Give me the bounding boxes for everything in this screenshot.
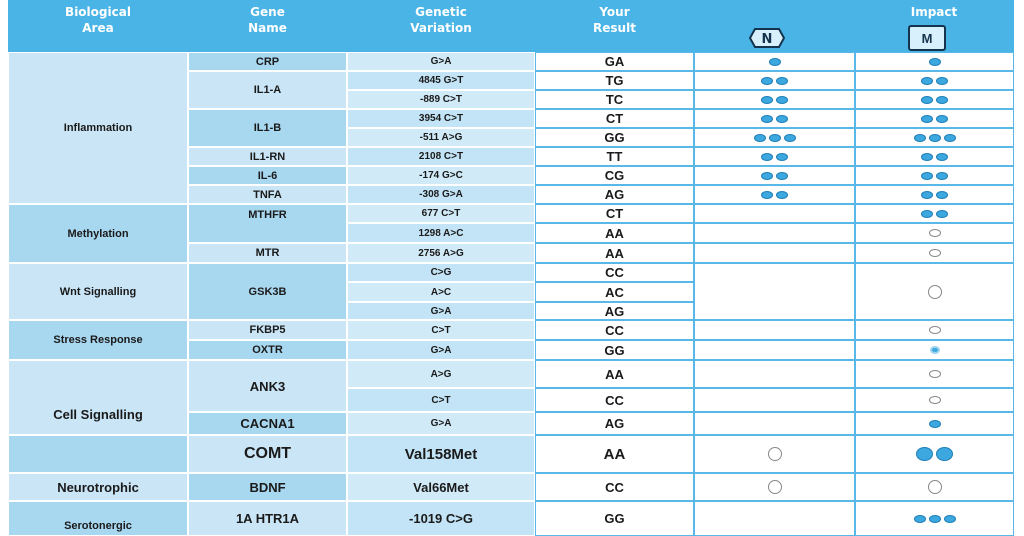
variation-text: -511 A>G <box>419 132 463 143</box>
impact-n-cell <box>694 52 855 71</box>
impact-m-dots <box>929 249 941 257</box>
area-cell <box>8 360 188 435</box>
result-text: GA <box>604 54 625 69</box>
area-label: Stress Response <box>53 334 143 346</box>
impact-m-cell <box>855 473 1014 501</box>
area-cell <box>8 473 188 501</box>
impact-n-dots <box>761 77 788 85</box>
impact-empty-dot-icon <box>929 249 941 257</box>
impact-n-cell <box>694 166 855 185</box>
gene-label: FKBP5 <box>249 324 286 336</box>
impact-m-dots <box>929 420 941 428</box>
gene-label: COMT <box>243 445 292 462</box>
impact-dot-icon <box>936 447 953 461</box>
gene-label: MTR <box>255 247 280 259</box>
header-genetic-variation <box>347 0 535 52</box>
result-cell <box>535 185 694 204</box>
impact-n-cell <box>694 473 855 501</box>
gene-label: OXTR <box>252 344 283 356</box>
variation-cell <box>347 320 535 340</box>
impact-m-cell <box>855 263 1014 320</box>
impact-dot-icon <box>921 153 933 161</box>
area-cell <box>8 501 188 536</box>
impact-m-cell <box>855 243 1014 263</box>
result-text: AG <box>604 416 625 431</box>
impact-n-cell <box>694 90 855 109</box>
gene-cell <box>188 435 347 473</box>
impact-dot-icon <box>776 96 788 104</box>
gene-label: 1A HTR1A <box>235 511 300 526</box>
variation-text: G>A <box>430 418 452 429</box>
result-text: AA <box>605 245 624 261</box>
result-text: TT <box>606 149 623 164</box>
badge-n-label: N <box>761 32 773 47</box>
impact-n-cell <box>694 223 855 243</box>
result-text: CC <box>605 392 624 408</box>
variation-cell <box>347 501 535 536</box>
impact-dot-icon <box>929 134 941 142</box>
variation-text: G>A <box>430 56 452 67</box>
variation-cell <box>347 204 535 223</box>
result-text: AA <box>605 225 624 241</box>
impact-m-dots <box>921 77 948 85</box>
impact-dot-icon <box>921 96 933 104</box>
impact-dot-icon <box>916 447 933 461</box>
impact-n-cell <box>694 128 855 147</box>
variation-text: G>A <box>430 305 452 317</box>
gene-cell <box>188 263 347 320</box>
area-cell <box>8 204 188 263</box>
result-text: GG <box>604 130 625 145</box>
impact-dot-icon <box>944 515 956 523</box>
gene-cell <box>188 166 347 185</box>
variation-text: 3954 C>T <box>418 113 464 124</box>
impact-empty-dot-icon <box>768 480 782 494</box>
header-impact <box>694 0 1014 52</box>
impact-dot-icon <box>784 134 796 142</box>
result-text: CC <box>605 479 624 495</box>
impact-m-cell <box>855 128 1014 147</box>
impact-dot-icon <box>761 191 773 199</box>
impact-m-dots <box>921 191 948 199</box>
impact-n-dots <box>761 96 788 104</box>
variation-text: 2756 A>G <box>418 247 464 259</box>
impact-empty-dot-icon <box>929 396 941 404</box>
variation-cell <box>347 90 535 109</box>
impact-dot-icon <box>929 58 941 66</box>
impact-m-dots <box>928 285 942 299</box>
gene-cell <box>188 204 347 243</box>
variation-cell <box>347 128 535 147</box>
gene-cell <box>188 185 347 204</box>
variation-cell <box>347 71 535 90</box>
impact-m-cell <box>855 147 1014 166</box>
result-text: AA <box>605 366 624 382</box>
impact-n-cell <box>694 109 855 128</box>
impact-empty-dot-icon <box>928 285 942 299</box>
result-text: CT <box>605 111 624 126</box>
impact-m-cell <box>855 223 1014 243</box>
result-cell <box>535 90 694 109</box>
variation-cell <box>347 263 535 282</box>
area-label: Neurotrophic <box>57 479 139 495</box>
result-cell <box>535 147 694 166</box>
variation-text: A>C <box>430 286 452 298</box>
impact-m-dots <box>928 480 942 494</box>
result-cell <box>535 435 694 473</box>
impact-dot-icon <box>936 153 948 161</box>
result-text: TC <box>605 92 624 107</box>
impact-n-dots <box>769 58 781 66</box>
impact-m-cell <box>855 320 1014 340</box>
impact-dot-icon <box>754 134 766 142</box>
impact-n-cell <box>694 71 855 90</box>
impact-dot-icon <box>936 77 948 85</box>
gene-cell <box>188 243 347 263</box>
impact-dot-icon <box>769 134 781 142</box>
variation-cell <box>347 243 535 263</box>
impact-dot-icon <box>936 191 948 199</box>
variation-cell <box>347 340 535 360</box>
variation-cell <box>347 388 535 412</box>
variation-text: -174 G>C <box>419 170 463 181</box>
header-your-result <box>535 0 694 52</box>
header-genetic-variation-text: Genetic Variation <box>410 5 472 35</box>
impact-m-dots <box>929 229 941 237</box>
variation-cell <box>347 282 535 302</box>
gene-cell <box>188 360 347 412</box>
impact-m-cell <box>855 501 1014 536</box>
header-biological-area-text: Biological Area <box>65 5 131 35</box>
impact-dot-icon <box>769 58 781 66</box>
impact-dot-icon <box>944 134 956 142</box>
variation-text: 4845 G>T <box>418 75 464 86</box>
impact-n-cell <box>694 204 855 223</box>
gene-label: IL1-RN <box>249 150 286 163</box>
variation-text: 677 C>T <box>421 208 461 219</box>
area-label: Serotonergic <box>64 520 132 532</box>
impact-target-dot-icon <box>930 346 940 354</box>
impact-empty-dot-icon <box>929 229 941 237</box>
impact-m-dots <box>916 447 953 461</box>
result-cell <box>535 109 694 128</box>
result-text: AG <box>604 303 625 319</box>
impact-dot-icon <box>776 77 788 85</box>
impact-m-cell <box>855 435 1014 473</box>
impact-n-cell <box>694 435 855 473</box>
gene-cell <box>188 412 347 435</box>
gene-label: IL1-B <box>253 122 282 134</box>
impact-dot-icon <box>776 172 788 180</box>
variation-text: A>G <box>430 368 452 380</box>
impact-dot-icon <box>761 77 773 85</box>
impact-m-cell <box>855 185 1014 204</box>
impact-dot-icon <box>929 515 941 523</box>
gene-cell <box>188 320 347 340</box>
result-text: GG <box>604 342 625 358</box>
variation-cell <box>347 147 535 166</box>
header-your-result-text: Your Result <box>593 5 636 35</box>
impact-dot-icon <box>761 96 773 104</box>
result-cell <box>535 52 694 71</box>
gene-label: CRP <box>255 55 280 68</box>
impact-dot-icon <box>936 210 948 218</box>
impact-n-cell <box>694 388 855 412</box>
variation-cell <box>347 109 535 128</box>
impact-dot-icon <box>936 172 948 180</box>
variation-text: C>T <box>431 324 451 336</box>
gene-label: CACNA1 <box>240 416 295 431</box>
gene-label: IL-6 <box>257 169 278 182</box>
variation-text: Val158Met <box>404 445 478 463</box>
area-cell <box>8 263 188 320</box>
result-text: CC <box>605 322 624 338</box>
impact-dot-icon <box>761 115 773 123</box>
variation-cell <box>347 185 535 204</box>
variation-cell <box>347 166 535 185</box>
header-biological-area <box>8 0 188 52</box>
result-cell <box>535 263 694 282</box>
impact-dot-icon <box>921 210 933 218</box>
result-text: AG <box>604 187 625 202</box>
result-cell <box>535 204 694 223</box>
impact-m-dots <box>921 172 948 180</box>
variation-cell <box>347 412 535 435</box>
variation-text: 1298 A>C <box>418 227 464 239</box>
impact-m-cell <box>855 340 1014 360</box>
gene-label: BDNF <box>249 479 286 495</box>
gene-label: MTHFR <box>248 209 287 221</box>
variation-text: -308 G>A <box>419 189 463 200</box>
impact-dot-icon <box>761 172 773 180</box>
result-cell <box>535 223 694 243</box>
result-text: GG <box>604 511 625 526</box>
gene-cell <box>188 340 347 360</box>
gene-cell <box>188 147 347 166</box>
impact-n-dots <box>761 172 788 180</box>
area-cell <box>8 320 188 360</box>
result-cell <box>535 320 694 340</box>
impact-m-dots <box>929 396 941 404</box>
area-label: Wnt Signalling <box>59 285 137 298</box>
impact-empty-dot-icon <box>929 370 941 378</box>
impact-dot-icon <box>921 172 933 180</box>
impact-n-cell <box>694 185 855 204</box>
impact-n-cell <box>694 412 855 435</box>
gene-label: TNFA <box>253 188 282 201</box>
impact-dot-icon <box>921 115 933 123</box>
impact-n-cell <box>694 501 855 536</box>
variation-text: C>G <box>430 267 452 278</box>
variation-text: Val66Met <box>413 479 469 495</box>
result-text: CT <box>605 206 624 221</box>
impact-n-cell <box>694 340 855 360</box>
impact-dot-icon <box>776 191 788 199</box>
impact-m-cell <box>855 204 1014 223</box>
variation-text: -1019 C>G <box>409 511 473 526</box>
result-text: AC <box>605 284 624 300</box>
variation-cell <box>347 360 535 388</box>
impact-n-cell <box>694 147 855 166</box>
variation-text: C>T <box>431 394 451 406</box>
impact-dot-icon <box>921 77 933 85</box>
variation-text: G>A <box>430 344 452 356</box>
area-label: Cell Signalling <box>53 407 143 422</box>
impact-m-cell <box>855 90 1014 109</box>
header-gene-name <box>188 0 347 52</box>
impact-n-dots <box>761 115 788 123</box>
impact-dot-icon <box>914 134 926 142</box>
result-cell <box>535 412 694 435</box>
result-cell <box>535 473 694 501</box>
variation-text: -889 C>T <box>420 94 462 105</box>
result-cell <box>535 501 694 536</box>
impact-m-dots <box>921 96 948 104</box>
impact-m-cell <box>855 412 1014 435</box>
impact-n-dots <box>768 447 782 461</box>
header-impact-text: Impact <box>910 5 958 19</box>
badge-m-label: M <box>921 30 933 46</box>
result-cell <box>535 282 694 302</box>
impact-n-dots <box>761 153 788 161</box>
result-cell <box>535 360 694 388</box>
result-cell <box>535 71 694 90</box>
impact-m-cell <box>855 360 1014 388</box>
result-cell <box>535 166 694 185</box>
variation-cell <box>347 223 535 243</box>
gene-cell <box>188 473 347 501</box>
area-label: Inflammation <box>63 122 133 134</box>
result-text: CC <box>605 265 624 280</box>
impact-m-dots <box>921 115 948 123</box>
result-text: AA <box>603 445 626 463</box>
gene-cell <box>188 501 347 536</box>
result-cell <box>535 302 694 320</box>
impact-m-dots <box>929 326 941 334</box>
impact-dot-icon <box>929 420 941 428</box>
result-cell <box>535 128 694 147</box>
impact-n-cell <box>694 263 855 320</box>
variation-cell <box>347 473 535 501</box>
area-cell <box>8 52 188 204</box>
area-cell <box>8 435 188 473</box>
impact-dot-icon <box>936 96 948 104</box>
variation-text: 2108 C>T <box>418 151 464 162</box>
gene-cell <box>188 109 347 147</box>
impact-n-dots <box>761 191 788 199</box>
impact-n-cell <box>694 320 855 340</box>
impact-m-cell <box>855 109 1014 128</box>
impact-m-dots <box>921 210 948 218</box>
impact-n-dots <box>768 480 782 494</box>
result-cell <box>535 340 694 360</box>
area-label: Methylation <box>67 227 129 240</box>
impact-m-cell <box>855 52 1014 71</box>
impact-dot-icon <box>914 515 926 523</box>
impact-n-cell <box>694 243 855 263</box>
impact-m-dots <box>914 515 956 523</box>
impact-m-dots <box>929 370 941 378</box>
impact-m-dots <box>930 346 940 354</box>
result-cell <box>535 388 694 412</box>
impact-m-dots <box>914 134 956 142</box>
impact-dot-icon <box>776 115 788 123</box>
result-cell <box>535 243 694 263</box>
impact-dot-icon <box>936 115 948 123</box>
result-text: TG <box>605 73 624 88</box>
impact-m-dots <box>929 58 941 66</box>
impact-empty-dot-icon <box>928 480 942 494</box>
header-gene-name-text: Gene Name <box>248 5 287 35</box>
impact-dot-icon <box>921 191 933 199</box>
impact-m-cell <box>855 166 1014 185</box>
impact-n-dots <box>754 134 796 142</box>
variation-cell <box>347 52 535 71</box>
impact-dot-icon <box>776 153 788 161</box>
badge-n-icon <box>749 28 785 48</box>
gene-cell <box>188 52 347 71</box>
impact-m-dots <box>921 153 948 161</box>
impact-m-cell <box>855 71 1014 90</box>
gene-label: GSK3B <box>248 285 287 298</box>
gene-label: ANK3 <box>249 378 286 394</box>
variation-cell <box>347 435 535 473</box>
gene-label: IL1-A <box>253 84 282 96</box>
result-text: CG <box>604 168 625 183</box>
impact-empty-dot-icon <box>929 326 941 334</box>
impact-n-cell <box>694 360 855 388</box>
impact-m-cell <box>855 388 1014 412</box>
variation-cell <box>347 302 535 320</box>
badge-m-icon <box>908 25 946 51</box>
gene-cell <box>188 71 347 109</box>
impact-dot-icon <box>761 153 773 161</box>
impact-empty-dot-icon <box>768 447 782 461</box>
